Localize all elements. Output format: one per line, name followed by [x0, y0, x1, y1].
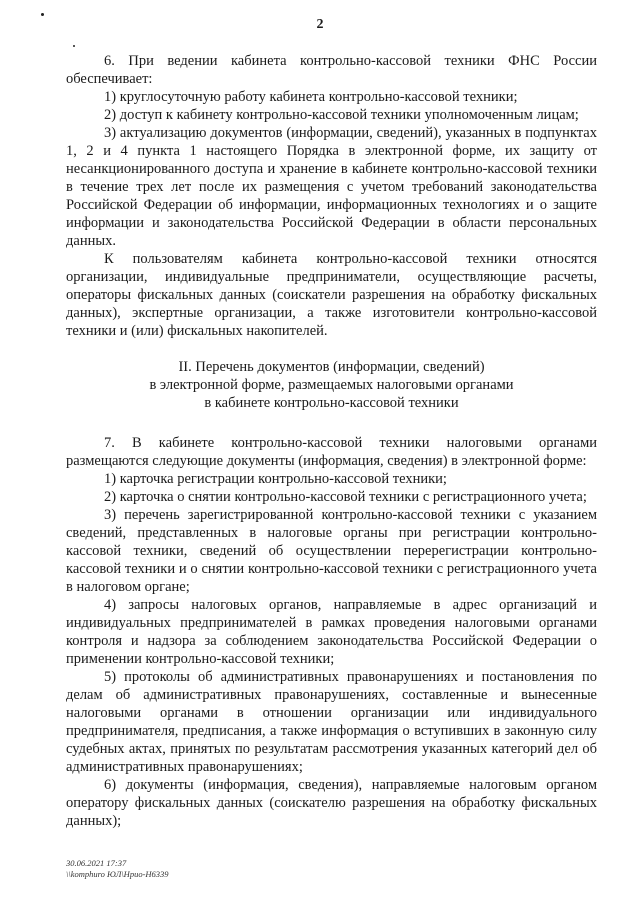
document-body [66, 52, 597, 830]
scan-speck [41, 13, 44, 16]
footer-file-path: \\komphuro ЮЛ\Нрио-Н6339 [66, 869, 169, 879]
paragraph: К пользователям кабинета контрольно-кассовой техники относятся организации, индивидуальные предприниматели, осуществляющие расчеты, операторы фискальных данных (соискатели разрешения на обработку фискальных данных), экспертные организации, а также изготовители контрольно-кассовой техники и (или) фискальных накопителей. [66, 251, 597, 339]
paragraph: 6) документы (информация, сведения), направляемые налоговым органом оператору фискальных данных (соискателю разрешения на обработку фискальных данных); [66, 777, 597, 829]
paragraph: 3) перечень зарегистрированной контрольно-кассовой техники с указанием сведений, представленных в налоговые органы при регистрации контрольно-кассовой техники, сведений об осуществлении перерегистрации контрольно-кассовой техники и о снятии контрольно-кассовой техники с регистрационного учета в налоговом органе; [66, 507, 597, 595]
section-title [66, 358, 597, 412]
paragraph: 3) актуализацию документов (информации, сведений), указанных в подпунктах 1, 2 и 4 пункта 1 настоящего Порядка в электронной форме, их защиту от несанкционированного доступа и хранение в кабинете контрольно-кассовой техники в течение трех лет после их размещения с учетом требований законодательства Российской Федерации об информации, информационных технологиях и о защите информации и законодательства Российской Федерации в области персональных данных. [66, 125, 597, 249]
paragraph: 1) круглосуточную работу кабинета контрольно-кассовой техники; [104, 89, 518, 105]
section-title-line: в электронной форме, размещаемых налоговыми органами [149, 377, 514, 393]
paragraph: 6. При ведении кабинета контрольно-кассовой техники ФНС России обеспечивает: [66, 53, 597, 87]
paragraph-group-2 [66, 434, 597, 830]
paragraph: 1) карточка регистрации контрольно-кассовой техники; [104, 471, 447, 487]
paragraph: 2) карточка о снятии контрольно-кассовой техники с регистрационного учета; [104, 489, 587, 505]
section-title-line: в кабинете контрольно-кассовой техники [204, 395, 459, 411]
section-title-line: II. Перечень документов (информации, сведений) [178, 359, 485, 375]
paragraph-group-1 [66, 52, 597, 340]
scan-speck [73, 45, 75, 47]
paragraph: 4) запросы налоговых органов, направляемые в адрес организаций и индивидуальных предпринимателей в рамках проведения налоговыми органами контроля и надзора за соблюдением законодательства Российской Федерации о применении контрольно-кассовой техники; [66, 597, 597, 667]
footer-stamp [66, 858, 169, 880]
footer-timestamp: 30.06.2021 17:37 [66, 858, 127, 868]
paragraph: 7. В кабинете контрольно-кассовой техники налоговыми органами размещаются следующие документы (информация, сведения) в электронной форме: [66, 435, 597, 469]
paragraph: 5) протоколы об административных правонарушениях и постановления по делам об административных правонарушениях, составленные и вынесенные налоговыми органами в отношении организации или индивидуального предпринимателя, предписания, а также информация о вступивших в законную силу судебных актах, принятых по результатам рассмотрения указанных категорий дел об административных правонарушениях; [66, 669, 597, 775]
paragraph: 2) доступ к кабинету контрольно-кассовой техники уполномоченным лицам; [104, 107, 579, 123]
page-number: 2 [316, 17, 324, 32]
